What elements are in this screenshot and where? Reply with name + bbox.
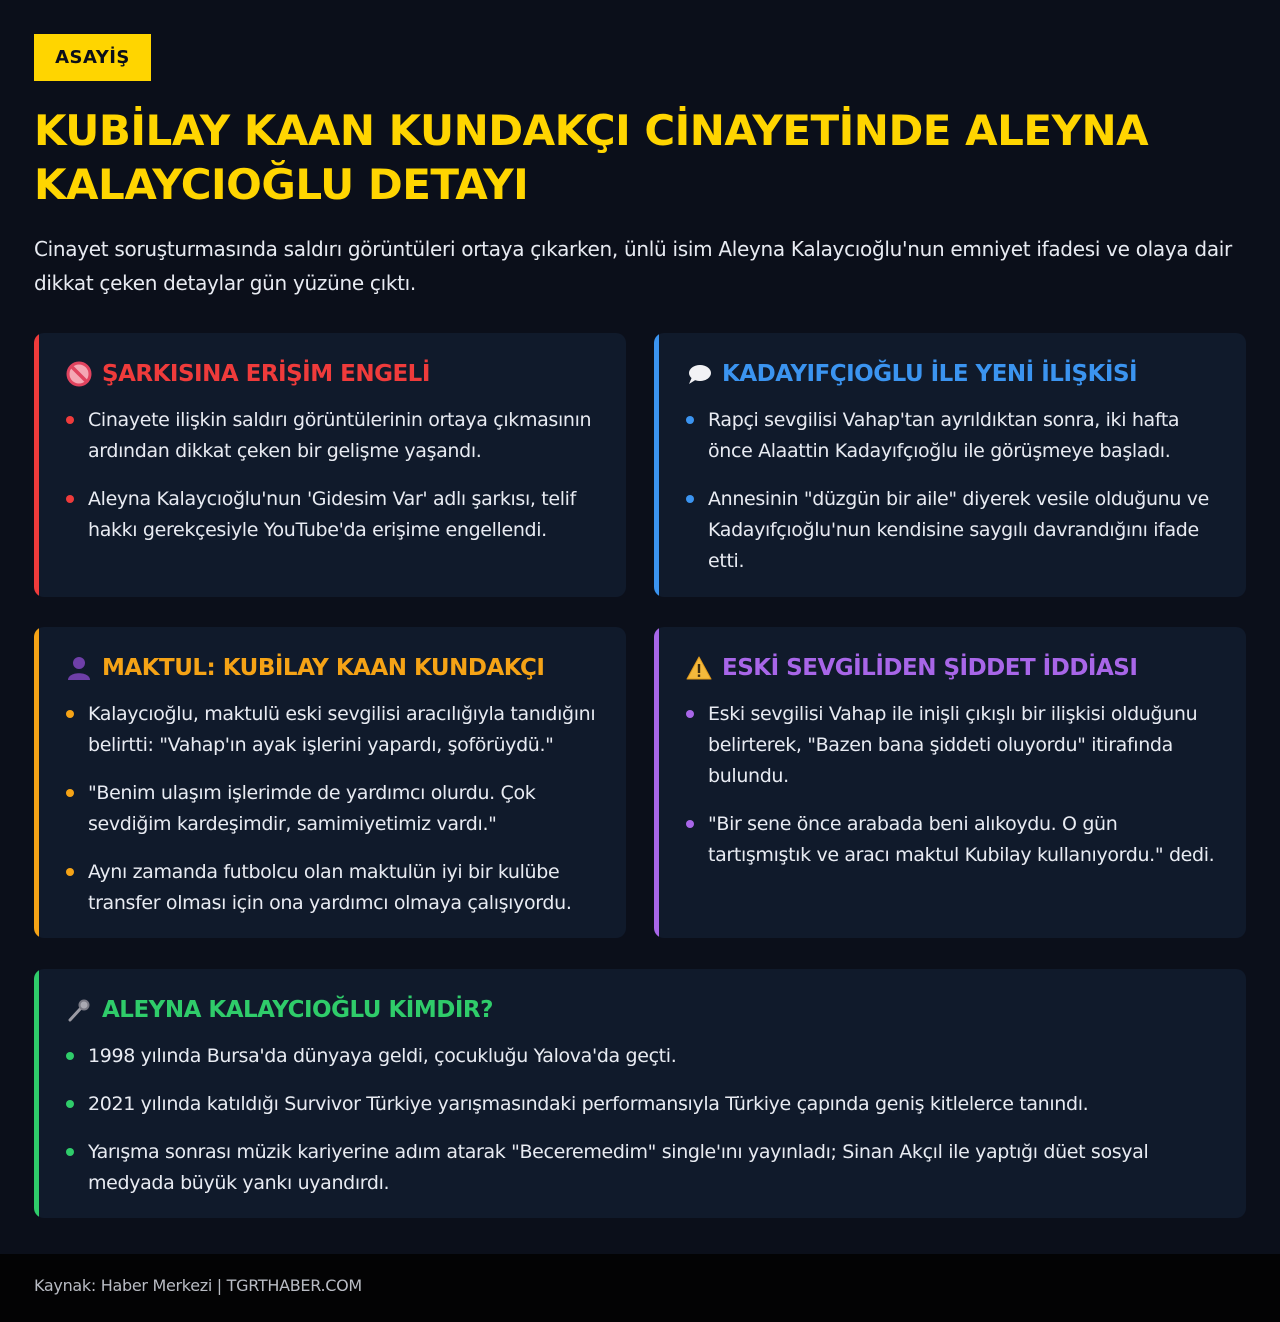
list-item: Cinayete ilişkin saldırı görüntülerinin ortaya çıkmasının ardından dikkat çeken bir gelişme yaşandı. [66, 405, 604, 467]
bullet-dot-icon [66, 1052, 74, 1060]
bullet-dot-icon [66, 1100, 74, 1108]
card-biography [34, 969, 1246, 1218]
card-header [66, 994, 493, 1026]
card-title: KADAYIFÇIOĞLU İLE YENİ İLİŞKİSİ [722, 361, 1138, 387]
headline: KUBİLAY KAAN KUNDAKÇI CİNAYETİNDE ALEYNA KALAYCIOĞLU DETAYI [34, 106, 1149, 209]
card-header [686, 358, 1137, 390]
list-item: "Bir sene önce arabada beni alıkoydu. O gün tartışmıştık ve aracı maktul Kubilay kullanıyordu." dedi. [686, 809, 1224, 871]
list-item: Aleyna Kalaycıoğlu'nun 'Gidesim Var' adlı şarkısı, telif hakkı gerekçesiyle YouTube'da erişime engellendi. [66, 484, 604, 546]
bullet-dot-icon [66, 789, 74, 797]
card-title: ŞARKISINA ERİŞİM ENGELİ [102, 361, 430, 387]
bullet-dot-icon [66, 710, 74, 718]
bullet-dot-icon [66, 1148, 74, 1156]
bullet-dot-icon [686, 820, 694, 828]
bullet-dot-icon [66, 416, 74, 424]
bullet-dot-icon [686, 416, 694, 424]
card-header [66, 358, 430, 390]
list-item: 2021 yılında katıldığı Survivor Türkiye yarışmasındaki performansıyla Türkiye çapında geniş kitlelerce tanındı. [66, 1089, 1224, 1120]
bullet-dot-icon [66, 495, 74, 503]
bullet-dot-icon [686, 710, 694, 718]
bullet-dot-icon [66, 868, 74, 876]
warning-icon [686, 655, 712, 681]
lead-paragraph: Cinayet soruşturmasında saldırı görüntüleri ortaya çıkarken, ünlü isim Aleyna Kalaycıoğlu'nun emniyet ifadesi ve olaya dair dikkat çeken detaylar gün yüzüne çıktı. [34, 237, 1232, 295]
card-violence-claim [654, 627, 1246, 938]
card-title: MAKTUL: KUBİLAY KAAN KUNDAKÇI [102, 655, 545, 681]
footer [0, 1254, 1280, 1322]
source-credit: Kaynak: Haber Merkezi | TGRTHABER.COM [34, 1276, 362, 1295]
card-access-ban [34, 333, 626, 597]
card-bullet-list [66, 405, 604, 563]
card-bullet-list [66, 1041, 1224, 1216]
card-bullet-list [686, 699, 1224, 888]
card-new-relationship [654, 333, 1246, 597]
speech-bubble-icon [686, 361, 712, 387]
card-header [66, 652, 544, 684]
card-title: ALEYNA KALAYCIOĞLU KİMDİR? [102, 997, 493, 1023]
list-item: 1998 yılında Bursa'da dünyaya geldi, çocukluğu Yalova'da geçti. [66, 1041, 1224, 1072]
list-item: Rapçi sevgilisi Vahap'tan ayrıldıktan sonra, iki hafta önce Alaattin Kadayıfçıoğlu ile görüşmeye başladı. [686, 405, 1224, 467]
card-victim [34, 627, 626, 938]
list-item: Kalaycıoğlu, maktulü eski sevgilisi aracılığıyla tanıdığını belirtti: "Vahap'ın ayak işlerini yapardı, şoförüydü." [66, 699, 604, 761]
list-item: Yarışma sonrası müzik kariyerine adım atarak "Beceremedim" single'ını yayınladı; Sinan Akçıl ile yaptığı düet sosyal medyada büyük yankı uyandırdı. [66, 1137, 1224, 1199]
card-bullet-list [66, 699, 604, 936]
person-silhouette-icon [66, 655, 92, 681]
list-item: Eski sevgilisi Vahap ile inişli çıkışlı bir ilişkisi olduğunu belirterek, "Bazen bana şiddeti oluyordu" itirafında bulundu. [686, 699, 1224, 792]
card-header [686, 652, 1137, 684]
list-item: Aynı zamanda futbolcu olan maktulün iyi bir kulübe transfer olması için ona yardımcı olmaya çalışıyordu. [66, 857, 604, 919]
card-title: ESKİ SEVGİLİDEN ŞİDDET İDDİASI [722, 655, 1138, 681]
list-item: Annesinin "düzgün bir aile" diyerek vesile olduğunu ve Kadayıfçıoğlu'nun kendisine saygılı davrandığını ifade etti. [686, 484, 1224, 577]
list-item: "Benim ulaşım işlerimde de yardımcı olurdu. Çok sevdiğim kardeşimdir, samimiyetimiz vardı." [66, 778, 604, 840]
bullet-dot-icon [686, 495, 694, 503]
microphone-icon [66, 997, 92, 1023]
no-entry-icon [66, 361, 92, 387]
card-bullet-list [686, 405, 1224, 594]
category-badge: ASAYİŞ [34, 34, 151, 81]
